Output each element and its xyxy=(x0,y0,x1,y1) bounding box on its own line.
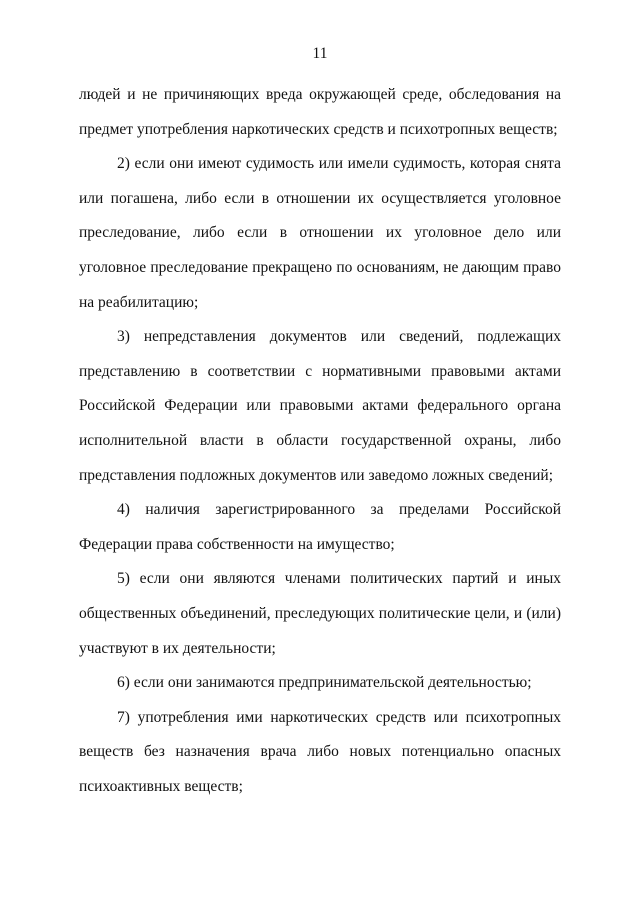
document-body xyxy=(79,78,561,804)
list-item-7: 7) употребления ими наркотических средств или психотропных веществ без назначения врача либо новых потенциально опасных психоактивных веществ; xyxy=(79,708,561,795)
list-item-5: 5) если они являются членами политических партий и иных общественных объединений, преследующих политические цели, и (или) участвуют в их деятельности; xyxy=(79,570,561,657)
list-item-3: 3) непредставления документов или сведений, подлежащих представлению в соответствии с нормативными правовыми актами Российской Федерации или правовыми актами федерального органа исполнительной власти в области государственной охраны, либо представления подложных документов или заведомо ложных сведений; xyxy=(79,328,561,484)
paragraph-continued: людей и не причиняющих вреда окружающей среде, обследования на предмет употребления наркотических средств и психотропных веществ; xyxy=(79,86,561,138)
list-item-6: 6) если они занимаются предпринимательской деятельностью; xyxy=(117,674,532,692)
list-item-4: 4) наличия зарегистрированного за пределами Российской Федерации права собственности на имущество; xyxy=(79,501,561,553)
list-item-2: 2) если они имеют судимость или имели судимость, которая снята или погашена, либо если в отношении их осуществляется уголовное преследование, либо если в отношении их уголовное дело или уголовное преследование прекращено по основаниям, не дающим право на реабилитацию; xyxy=(79,155,561,311)
page-number: 11 xyxy=(312,45,328,62)
